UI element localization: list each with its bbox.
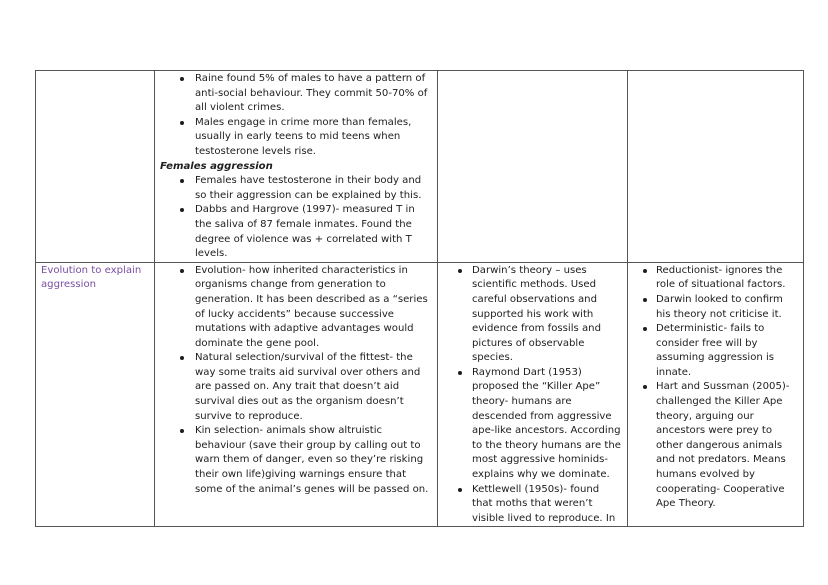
evaluation-cell xyxy=(628,71,804,263)
table-row xyxy=(36,71,804,263)
list-item: Kin selection- animals show altruistic behaviour (save their group by calling out to warn them of danger, even so they’re risking their own life)giving warnings ensure that some of the animal’s genes will be passed on. xyxy=(195,424,431,497)
bullet-list xyxy=(633,264,797,512)
topic-cell: Evolution to explain aggression xyxy=(36,262,155,527)
notes-table xyxy=(35,70,804,527)
list-item: Dabbs and Hargrove (1997)- measured T in the saliva of 87 female inmates. Found the degree of violence was + correlated with T levels. xyxy=(195,203,431,261)
list-item: Hart and Sussman (2005)- challenged the Killer Ape theory, arguing our ancestors were prey to other dangerous animals and not predators. Means humans evolved by cooperating- Cooperative Ape Theory. xyxy=(656,380,797,511)
females-aggression-heading: Females aggression xyxy=(160,160,273,172)
list-item: Females have testosterone in their body and so their aggression can be explained by this. xyxy=(195,174,431,203)
list-item: Deterministic- fails to consider free will by assuming aggression is innate. xyxy=(656,322,797,380)
bullet-list xyxy=(160,72,431,160)
list-item: Kettlewell (1950s)- found that moths that weren’t visible lived to reproduce. In xyxy=(472,483,621,527)
list-item: Darwin looked to confirm his theory not criticise it. xyxy=(656,293,797,322)
list-item: Males engage in crime more than females, usually in early teens to mid teens when testosterone levels rise. xyxy=(195,116,431,160)
list-item: Natural selection/survival of the fittest- the way some traits aid survival over others and are passed on. Any trait that doesn’t aid survival dies out as the organism doesn’t survive to reproduce. xyxy=(195,351,431,424)
research-cell xyxy=(438,262,628,527)
table-row xyxy=(36,262,804,527)
bullet-list xyxy=(160,264,431,498)
description-cell xyxy=(155,262,438,527)
list-item: Raymond Dart (1953) proposed the “Killer Ape” theory- humans are descended from aggressive ape-like ancestors. According to the theory humans are the most aggressive hominids- explains why we dominate. xyxy=(472,366,621,483)
list-item: Reductionist- ignores the role of situational factors. xyxy=(656,264,797,293)
bullet-list xyxy=(443,264,621,527)
research-cell xyxy=(438,71,628,263)
bullet-list xyxy=(160,174,431,262)
list-item: Raine found 5% of males to have a pattern of anti-social behaviour. They commit 50-70% of all violent crimes. xyxy=(195,72,431,116)
topic-cell xyxy=(36,71,155,263)
list-item: Evolution- how inherited characteristics in organisms change from generation to generation. It has been described as a “series of lucky accidents” because successive mutations with adaptive advantages would dominate the gene pool. xyxy=(195,264,431,352)
evaluation-cell xyxy=(628,262,804,527)
list-item: Darwin’s theory – uses scientific methods. Used careful observations and supported his work with evidence from fossils and pictures of observable species. xyxy=(472,264,621,366)
description-cell xyxy=(155,71,438,263)
